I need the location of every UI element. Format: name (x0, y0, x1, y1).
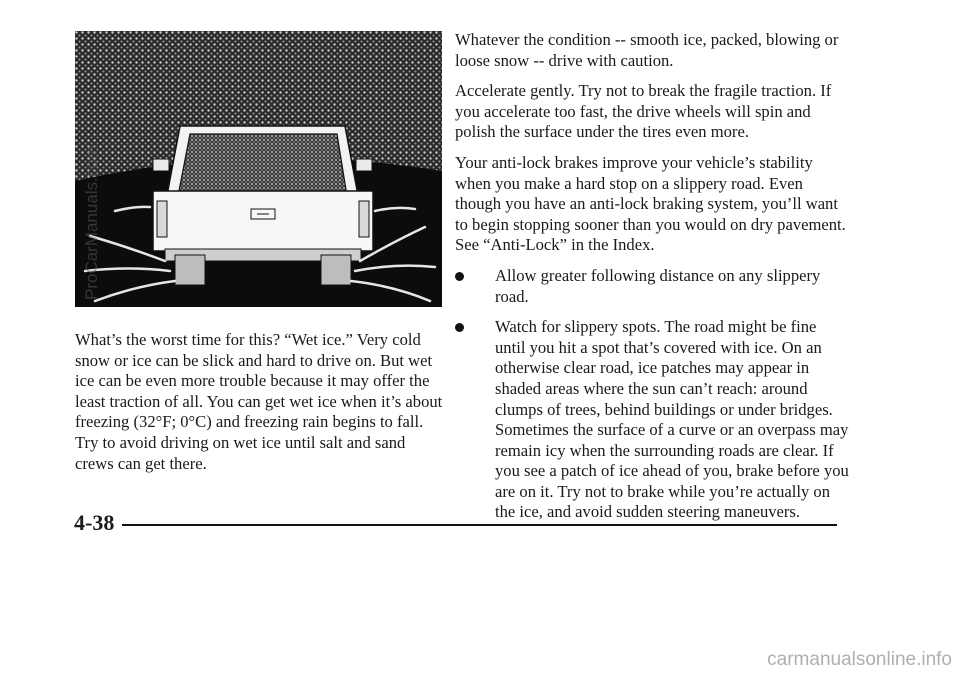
bullet-text: Allow greater following distance on any slippery road. (495, 265, 821, 306)
bullet-list (455, 266, 850, 523)
bullet-icon (455, 272, 464, 281)
bullet-icon (455, 323, 464, 332)
bullet-text: Watch for slippery spots. The road might be fine until you hit a spot that’s covered with ice. On an otherwise clear road, ice patches may appear in shaded areas where the sun can’t reach: around clumps of trees, behind buildings or under bridges. Sometimes the surface of a curve or an overpass may remain icy when the surrounding roads are clear. If you see a patch of ice ahead of you, brake before you are on it. Try not to brake while you’re actually on the ice, and avoid sudden steering maneuvers. (495, 317, 849, 522)
side-watermark: ProCarManuals.com (82, 145, 101, 300)
bullet-item (455, 266, 850, 307)
bottom-watermark: carmanualsonline.info (767, 649, 952, 670)
bullet-item (455, 317, 850, 523)
paragraph-accelerate: Accelerate gently. Try not to break the fragile traction. If you accelerate too fast, the drive wheels will spin and polish the surface under the tires even more. (455, 81, 832, 142)
footer-rule (122, 524, 837, 526)
truck-on-wet-ice-illustration (75, 31, 442, 307)
page-number: 4-38 (74, 510, 115, 535)
wet-ice-paragraph: What’s the worst time for this? “Wet ice.” Very cold snow or ice can be slick and hard to drive on. But wet ice can be even more trouble because it may offer the least traction of all. You can get wet ice when it’s about freezing (32°F; 0°C) and freezing rain begins to fall. Try to avoid driving on wet ice until salt and sand crews can get there. (75, 330, 443, 473)
paragraph-caution: Whatever the condition -- smooth ice, packed, blowing or loose snow -- drive with caution. (455, 30, 839, 70)
right-column (455, 30, 850, 533)
illustration-svg (75, 31, 442, 307)
paragraph-anti-lock: Your anti-lock brakes improve your vehicle’s stability when you make a hard stop on a slippery road. Even though you have an anti-lock braking system, you’ll want to begin stopping sooner than you would on dry pavement. See “Anti-Lock” in the Index. (455, 152, 846, 255)
